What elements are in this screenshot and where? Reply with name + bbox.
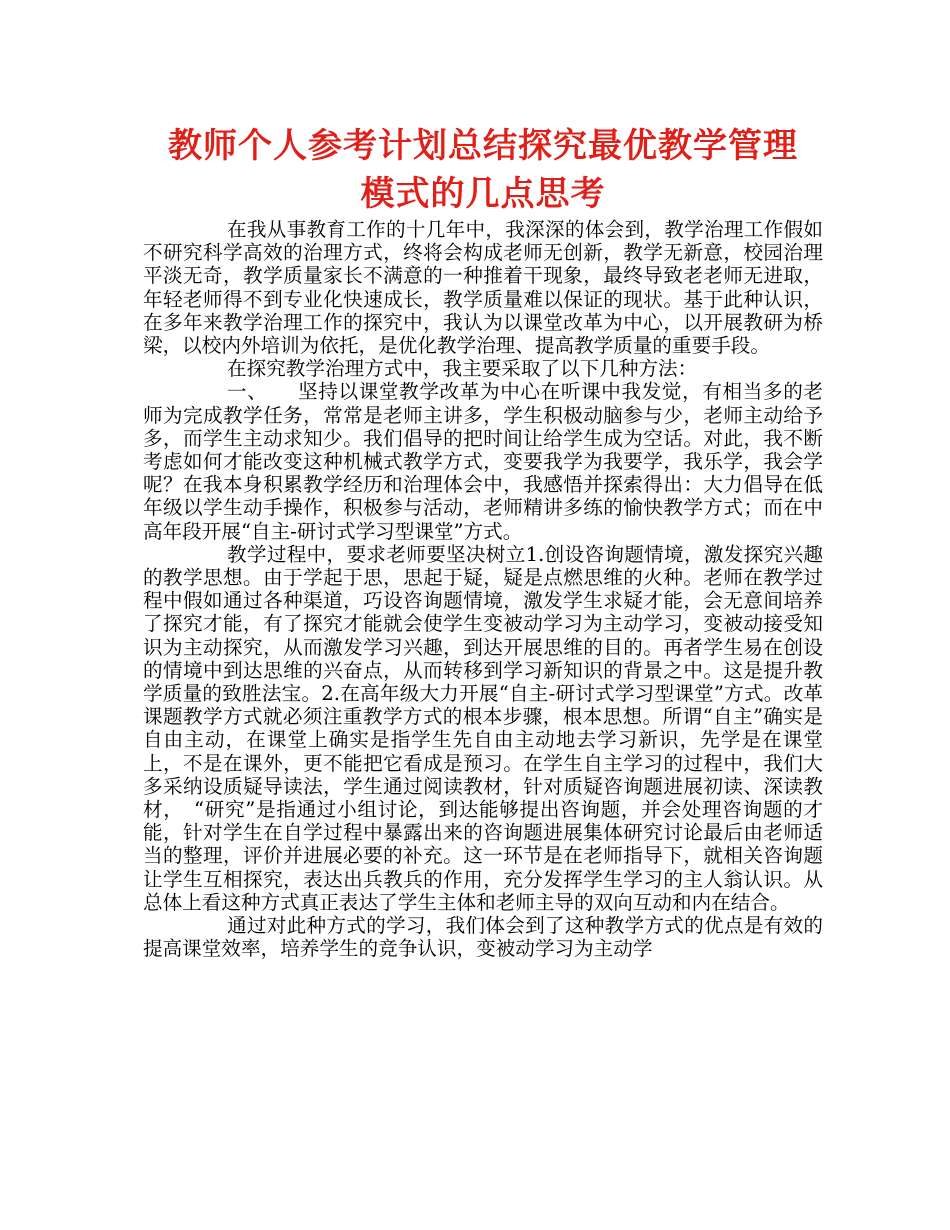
document-title-line-2: 模式的几点思考	[360, 174, 606, 214]
paragraph-teaching-process: 教学过程中，要求老师要坚决树立1.创设咨询题情境，激发探究兴趣的教学思想。由于学起于思，思起于疑，疑是点燃思维的火种。老师在教学过程中假如通过各种渠道，巧设咨询题情境，激发学生求疑才能，会无意间培养了探究才能，有了探究才能就会使学生变被动学习为主动学习，变被动接受知识为主动探究，从而激发学习兴趣，到达开展思维的目的。再者学生易在创设的情境中到达思维的兴奋点，从而转移到学习新知识的背景之中。这是提升教学质量的致胜法宝。2.在高年级大力开展“自主-研讨式学习型课堂”方式。改革课题教学方式就必须注重教学方式的根本步骤，根本思想。所谓“自主”确实是自由主动，在课堂上确实是指学生先自由主动地去学习新识，先学是在课堂上，不是在课外，更不能把它看成是预习。在学生自主学习的过程中，我们大多采纳设质疑导读法，学生通过阅读教材，针对质疑咨询题进展初读、深读教材， “研究”是指通过小组讨论，到达能够提出咨询题，并会处理咨询题的才能，针对学生在自学过程中暴露出来的咨询题进展集体研究讨论最后由老师适当的整理，评价并进展必要的补充。这一环节是在老师指导下，就相关咨询题让学生互相探究，表达出兵教兵的作用，充分发挥学生学习的主人翁认识。从总体上看这种方式真正表达了学生主体和老师主导的双向互动和内在结合。	[143, 542, 823, 914]
paragraph-conclusion: 通过对此种方式的学习，我们体会到了这种教学方式的优点是有效的提高课堂效率，培养学生的竞争认识，变被动学习为主动学	[143, 914, 823, 961]
paragraph-intro: 在我从事教育工作的十几年中，我深深的体会到，教学治理工作假如不研究科学高效的治理方式，终将会构成老师无创新，教学无新意，校园治理平淡无奇，教学质量家长不满意的一种推着干现象，最终导致老老师无进取，年轻老师得不到专业化快速成长，教学质量难以保证的现状。基于此种认识，在多年来教学治理工作的探究中，我认为以课堂改革为中心，以开展教研为桥梁，以校内外培训为依托，是优化教学治理、提高教学质量的重要手段。	[143, 218, 823, 358]
document-body	[143, 218, 823, 961]
paragraph-section-one: 一、 坚持以课堂教学改革为中心在听课中我发觉，有相当多的老师为完成教学任务，常常是老师主讲多，学生积极动脑参与少，老师主动给予多，而学生主动求知少。我们倡导的把时间让给学生成为空话。对此，我不断考虑如何才能改变这种机械式教学方式，变要我学为我要学，我乐学，我会学呢？在我本身积累教学经历和治理体会中，我感悟并探索得出：大力倡导在低年级以学生动手操作，积极参与活动，老师精讲多练的愉快教学方式；而在中高年段开展“自主-研讨式学习型课堂”方式。	[143, 380, 823, 543]
document-title-line-1: 教师个人参考计划总结探究最优教学管理	[168, 126, 798, 166]
document-title	[143, 122, 823, 218]
document-page	[143, 122, 823, 961]
paragraph-methods-lead: 在探究教学治理方式中，我主要采取了以下几种方法：	[227, 357, 698, 381]
